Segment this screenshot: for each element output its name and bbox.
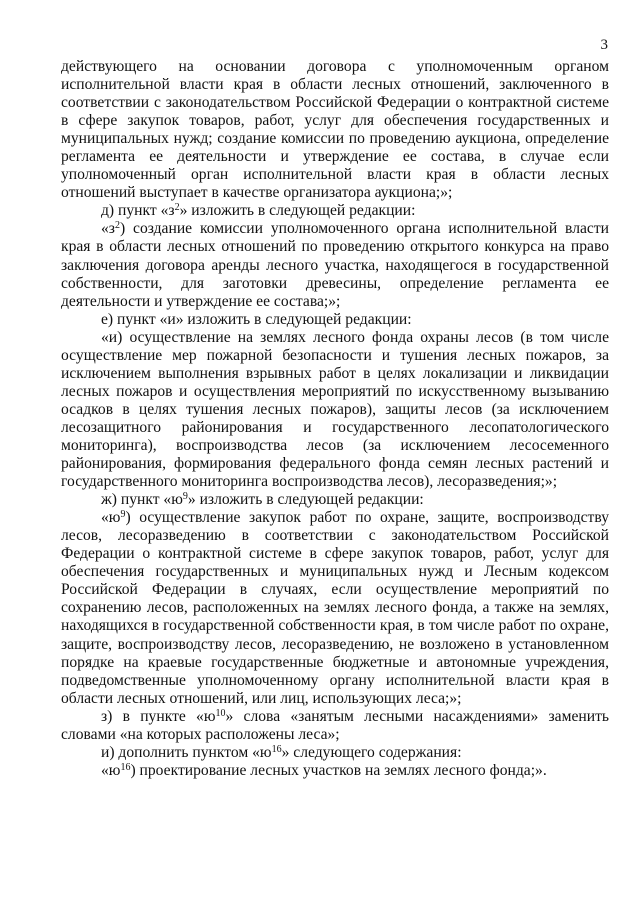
text-run: ж) пункт «ю bbox=[101, 491, 183, 509]
text-run: ) осуществление закупок работ по охране, защите, воспроизводству лесов, лесоразведению в соответствии с законодательством Российской Федерации о контрактной системе в сфере закупок товаров, работ, услуг для обеспечения государственных и муниципальных нужд и Лесным кодексом Российской Федерации в случаях, если осуществление мероприятий по сохранению лесов, расположенных на землях лесного фонда, а также на землях, находящихся в государственной собственности края, в том числе работ по охране, защите, воспроизводству лесов, лесоразведению, не возложено в установленном порядке на краевые государственные бюджетные и автономные учреждения, подведомственные уполномоченному органу исполнительной власти края в области лесных отношений, или лиц, использующих леса;»; bbox=[61, 509, 609, 707]
text-run: » следующего содержания: bbox=[281, 743, 462, 761]
superscript: 9 bbox=[182, 491, 188, 503]
paragraph-6 bbox=[61, 491, 609, 509]
page-number: 3 bbox=[600, 37, 608, 53]
text-run: «ю bbox=[101, 761, 121, 779]
superscript: 16 bbox=[271, 743, 282, 755]
text-run: «з bbox=[101, 220, 115, 238]
text-run: «и) осуществление на землях лесного фонда охраны лесов (в том числе осуществление мер пожарной безопасности и тушения лесных пожаров, за исключением выполнения взрывных работ в целях локализации и ликвидации лесных пожаров и осуществления мероприятий по искусственному вызыванию осадков в целях тушения лесных пожаров), защиты лесов (за исключением лесозащитного районирования и государственного лесопатологического мониторинга), воспроизводства лесов (за исключением лесосеменного районирования, формирования федерального фонда семян лесных растений и государственного мониторинга воспроизводства лесов), лесоразведения;»; bbox=[61, 328, 609, 491]
paragraph-1 bbox=[61, 58, 609, 202]
document-body bbox=[61, 58, 609, 780]
text-run: е) пункт «и» изложить в следующей редакции: bbox=[101, 310, 412, 328]
paragraph-7 bbox=[61, 509, 609, 708]
superscript: 9 bbox=[120, 509, 126, 521]
text-run: » изложить в следующей редакции: bbox=[179, 202, 416, 220]
superscript: 10 bbox=[215, 707, 226, 719]
paragraph-9 bbox=[61, 744, 609, 762]
text-run: «ю bbox=[101, 509, 121, 527]
text-run: действующего на основании договора с уполномоченным органом исполнительной власти края в области лесных отношений, заключенного в соответствии с законодательством Российской Федерации о контрактной системе в сфере закупок товаров, работ, услуг для обеспечения государственных и муниципальных нужд; создание комиссии по проведению аукциона, определение регламента ее деятельности и утверждение ее состава, в случае если уполномоченный орган исполнительной власти края в области лесных отношений выступает в качестве организатора аукциона;»; bbox=[61, 58, 609, 202]
paragraph-4 bbox=[61, 311, 609, 329]
superscript: 2 bbox=[114, 220, 120, 232]
text-run: з) в пункте «ю bbox=[101, 707, 216, 725]
text-run: ) проектирование лесных участков на землях лесного фонда;». bbox=[130, 761, 547, 779]
superscript: 16 bbox=[120, 761, 131, 773]
text-run: д) пункт «з bbox=[101, 202, 175, 220]
paragraph-2 bbox=[61, 202, 609, 220]
text-run: ) создание комиссии уполномоченного органа исполнительной власти края в области лесных отношений по проведению открытого конкурса на право заключения договора аренды лесного участка, находящегося в государственной собственности, для заготовки древесины, определение регламента ее деятельности и утверждение ее состава;»; bbox=[61, 220, 609, 310]
paragraph-8 bbox=[61, 708, 609, 744]
paragraph-10 bbox=[61, 762, 609, 780]
text-run: » слова «занятым лесными насаждениями» заменить словами «на которых расположены леса»; bbox=[61, 707, 609, 743]
text-run: » изложить в следующей редакции: bbox=[187, 491, 424, 509]
paragraph-3 bbox=[61, 220, 609, 310]
text-run: и) дополнить пунктом «ю bbox=[101, 743, 272, 761]
superscript: 2 bbox=[174, 202, 180, 214]
paragraph-5 bbox=[61, 329, 609, 491]
